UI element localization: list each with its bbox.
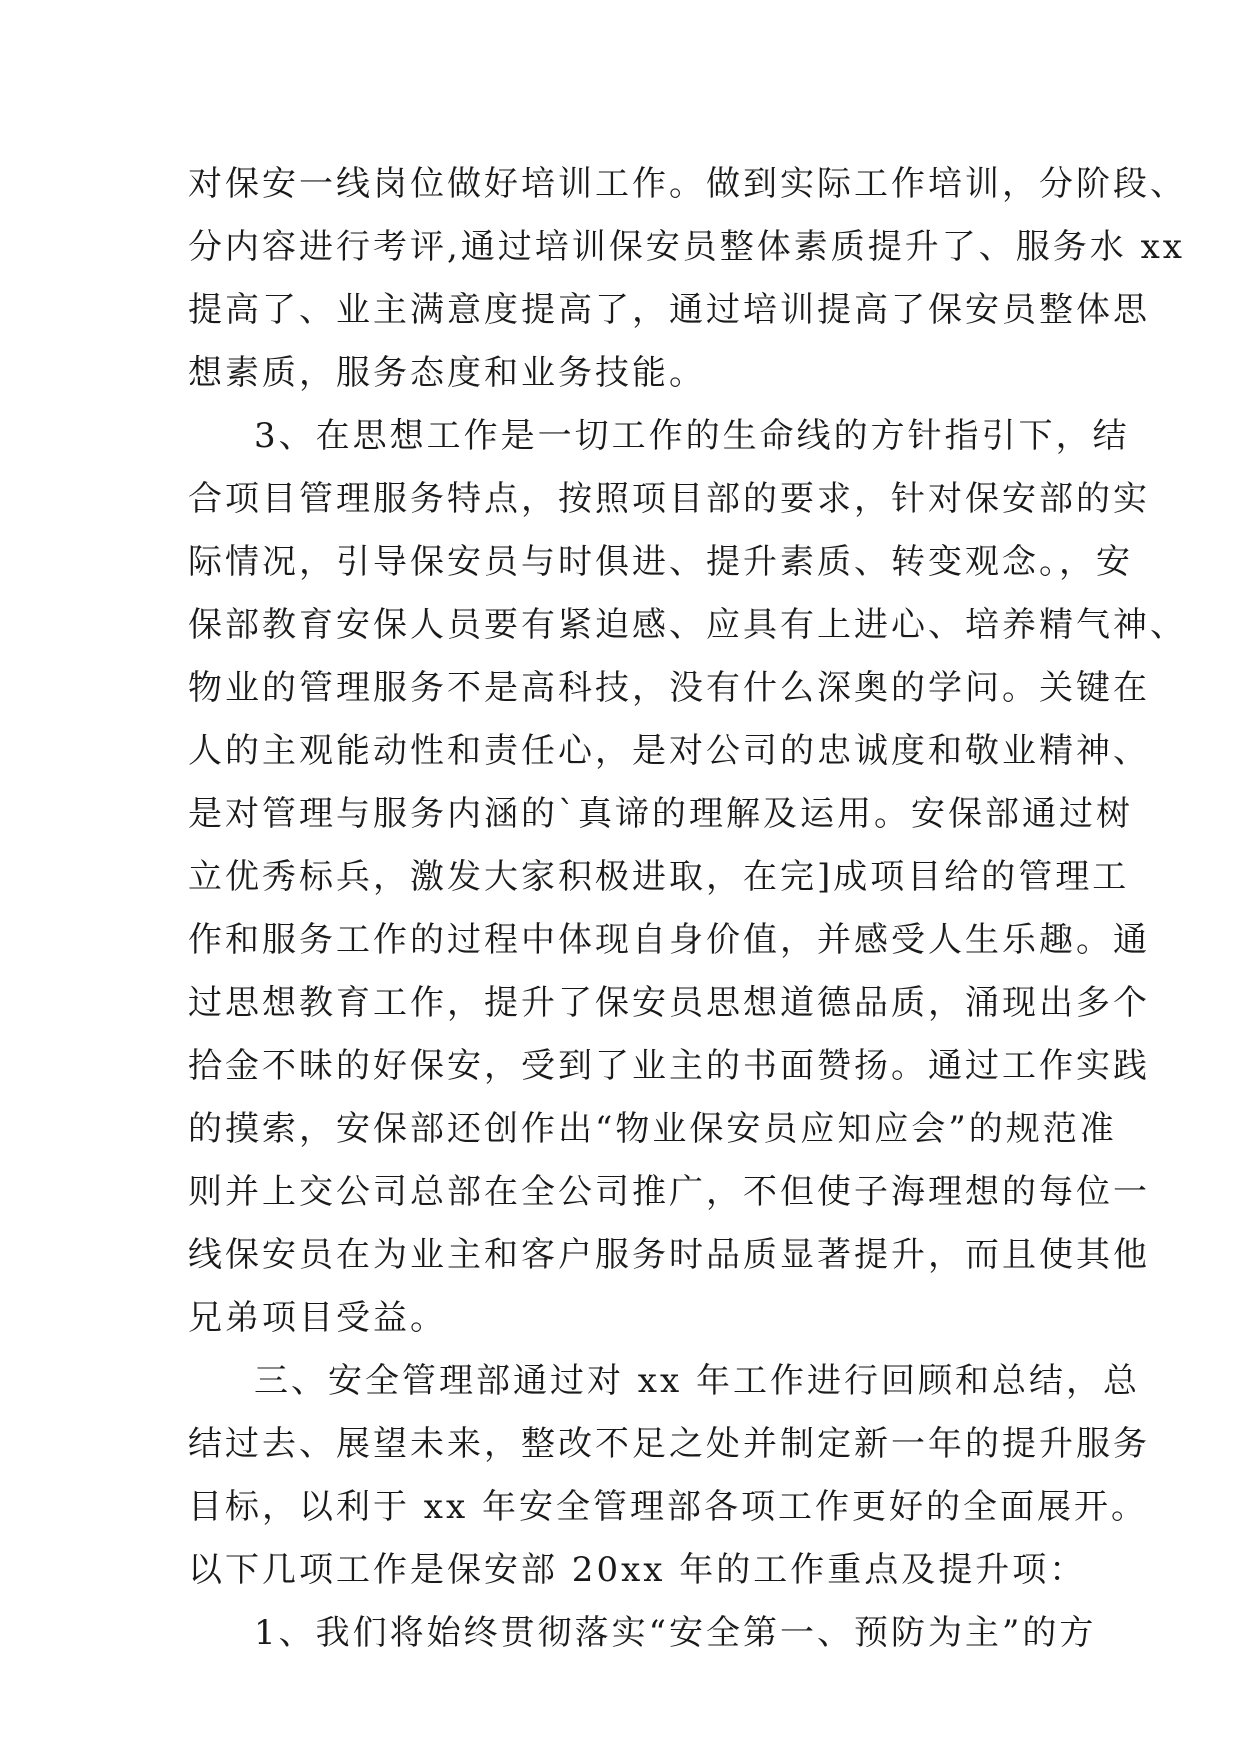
- text-line: 是对管理与服务内涵的`真谛的理解及运用。安保部通过树: [188, 794, 1133, 834]
- text-line: 的摸索，安保部还创作出“物业保安员应知应会”的规范准: [188, 1109, 1117, 1149]
- text-line: 结过去、展望未来，整改不足之处并制定新一年的提升服务: [188, 1424, 1150, 1464]
- text-line: 三、安全管理部通过对 xx 年工作进行回顾和总结，总: [254, 1361, 1140, 1401]
- text-line: 则并上交公司总部在全公司推广，不但使子海理想的每位一: [188, 1172, 1150, 1212]
- text-line: 对保安一线岗位做好培训工作。做到实际工作培训，分阶段、: [188, 164, 1187, 204]
- text-line: 际情况，引导保安员与时俱进、提升素质、转变观念。，安: [188, 542, 1133, 582]
- text-line: 线保安员在为业主和客户服务时品质显著提升，而且使其他: [188, 1235, 1150, 1275]
- document-body: [188, 153, 1187, 1665]
- text-line: 提高了、业主满意度提高了，通过培训提高了保安员整体思: [188, 290, 1150, 330]
- text-line: 3、在思想工作是一切工作的生命线的方针指引下，结: [254, 416, 1130, 456]
- text-line: 拾金不昧的好保安，受到了业主的书面赞扬。通过工作实践: [188, 1046, 1150, 1086]
- text-line: 物业的管理服务不是高科技，没有什么深奥的学问。关键在: [188, 668, 1150, 708]
- text-line: 想素质，服务态度和业务技能。: [188, 353, 706, 393]
- text-line: 合项目管理服务特点，按照项目部的要求，针对保安部的实: [188, 479, 1150, 519]
- text-line: 过思想教育工作，提升了保安员思想道德品质，涌现出多个: [188, 983, 1150, 1023]
- text-line: 分内容进行考评,通过培训保安员整体素质提升了、服务水 xx: [188, 227, 1185, 267]
- text-line: 人的主观能动性和责任心，是对公司的忠诚度和敬业精神、: [188, 731, 1150, 771]
- text-line: 立优秀标兵，激发大家积极进取，在完]成项目给的管理工: [188, 857, 1130, 897]
- text-line: 1、我们将始终贯彻落实“安全第一、预防为主”的方: [254, 1613, 1097, 1653]
- text-line: 目标，以利于 xx 年安全管理部各项工作更好的全面展开。: [188, 1487, 1148, 1527]
- text-line: 保部教育安保人员要有紧迫感、应具有上进心、培养精气神、: [188, 605, 1187, 645]
- text-line: 作和服务工作的过程中体现自身价值，并感受人生乐趣。通: [188, 920, 1150, 960]
- text-line: 以下几项工作是保安部 20xx 年的工作重点及提升项：: [188, 1550, 1087, 1590]
- text-line: 兄弟项目受益。: [188, 1298, 447, 1338]
